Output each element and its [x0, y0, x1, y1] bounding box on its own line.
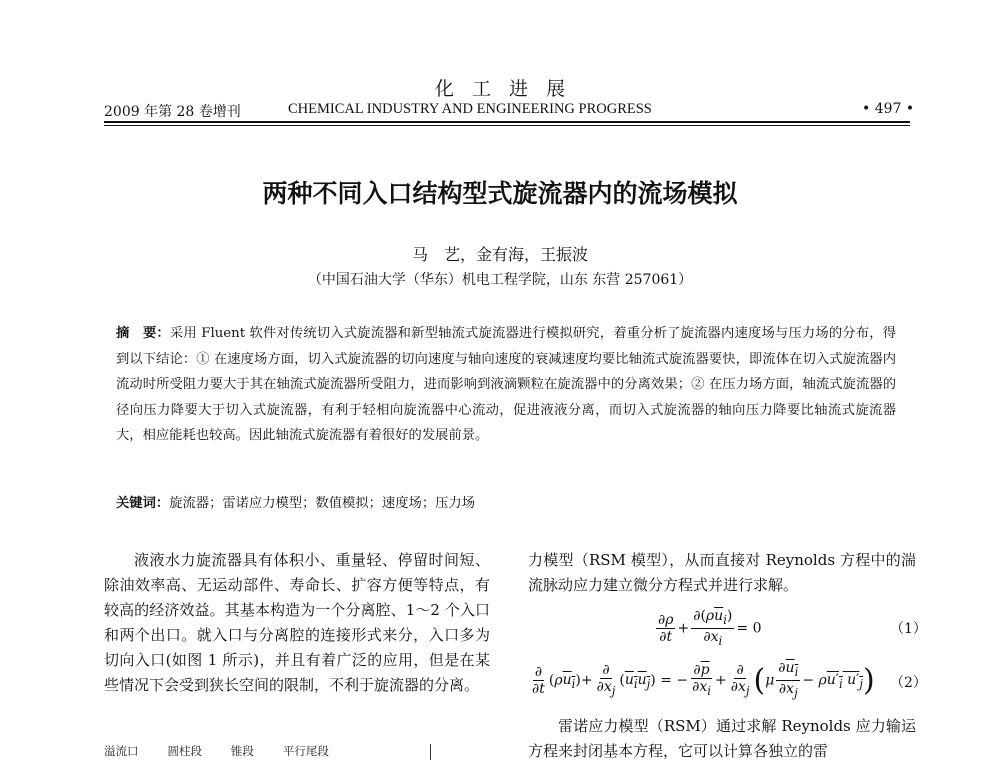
header-rule-thick: [104, 121, 910, 123]
journal-name-en: CHEMICAL INDUSTRY AND ENGINEERING PROGRESS: [288, 101, 652, 117]
authors: 马 艺，金有海，王振波: [411, 245, 588, 264]
body-left-paragraph: 液液水力旋流器具有体积小、重量轻、停留时间短、除油效率高、无运动部件、寿命长、扩容方便等特点，有较高的经济效益。其基本构造为一个分离腔、1～2 个入口和两个出口。就入口与分离腔的连接形式来分，入口多为切向入口(如图 1 所示)，并且有着广泛的应用，但是在某些情况下会受到狭长空间的限制，不利于旋流器的分离。: [104, 551, 490, 694]
figure-1-line: [430, 744, 431, 760]
keywords: [116, 492, 896, 511]
figure-1-labels: 溢流口 圆柱段 锥段 平行尾段: [104, 744, 329, 758]
keywords-text: 旋流器；雷诺应力模型；数值模拟；速度场；压力场: [169, 496, 476, 511]
body-right-paragraph-2: 雷诺应力模型（RSM）通过求解 Reynolds 应力输运方程来封闭基本方程，它可以计算各独立的雷: [528, 717, 916, 760]
equation-continuity: $\frac{\partial\rho}{\partial t}$ + $\frac{\partial(\rho\overline{u}_i)}{\partial x_i}$ = 0: [658, 608, 762, 648]
journal-name-cn: 化工进展: [434, 78, 584, 100]
body-right-paragraph-1: 力模型（RSM 模型），从而直接对 Reynolds 方程中的湍流脉动应力建立微分方程式并进行求解。: [528, 551, 916, 594]
equation-number-2: （2）: [890, 675, 927, 691]
paper-title: 两种不同入口结构型式旋流器内的流场模拟: [262, 179, 738, 208]
page-number: • 497 •: [862, 101, 915, 117]
header-rule-thin: [104, 125, 910, 126]
abstract: [116, 321, 896, 449]
affiliation: （中国石油大学（华东）机电工程学院，山东 东营 257061）: [307, 272, 693, 288]
equation-momentum: $\frac{\partial}{\partial t}$ $(\rho u_i)+$ $\frac{\partial}{\partial x_j}$ $(u_iu_j)$ = − $\frac{\partial\overline{p}}{\partial x_i}$ + $\frac{\partial}{\partial x_j}$ (μ $\frac{\partial u_i}{\partial x_j}$ − $\rho u'_i$ $u'_j$): [532, 660, 875, 700]
keywords-label: 关键词：: [116, 496, 170, 511]
abstract-label: 摘 要：: [116, 326, 170, 341]
issue-info: 2009 年第 28 卷增刊: [104, 104, 241, 120]
abstract-text: 采用 Fluent 软件对传统切入式旋流器和新型轴流式旋流器进行模拟研究，着重分析了旋流器内速度场与压力场的分布，得到以下结论：① 在速度场方面，切入式旋流器的切向速度与轴向速度的衰减速度均要比轴流式旋流器要快，即流体在切入式旋流器内流动时所受阻力要大于其在轴流式旋流器所受阻力，进而影响到液滴颗粒在旋流器中的分离效果；② 在压力场方面，轴流式旋流器的径向压力降要大于切入式旋流器，有利于轻相向旋流器中心流动，促进液液分离，而切入式旋流器的轴向压力降要比轴流式旋流器大，相应能耗也较高。因此轴流式旋流器有着很好的发展前景。: [116, 326, 897, 443]
equation-number-1: （1）: [890, 621, 927, 637]
